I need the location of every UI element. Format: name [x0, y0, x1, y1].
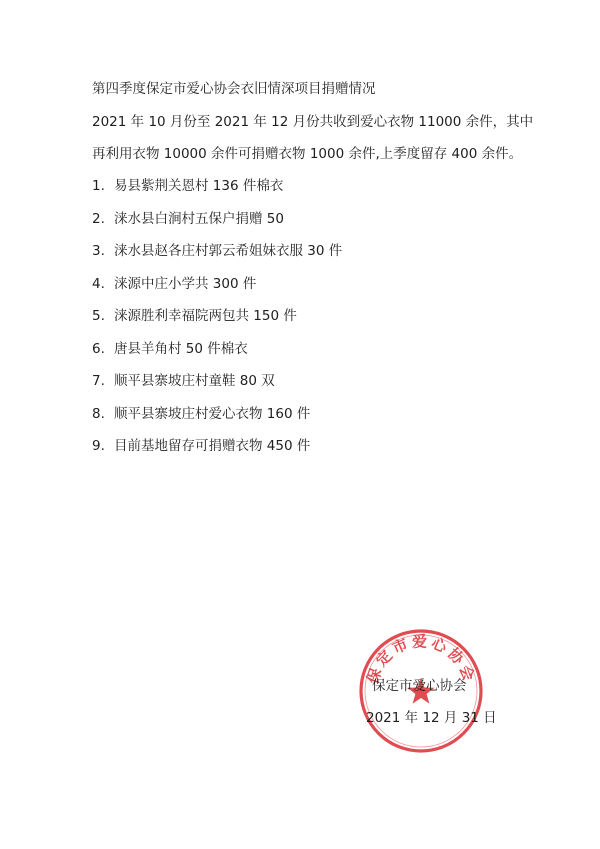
list-item-number: 8. — [92, 405, 105, 422]
list-item — [92, 339, 342, 372]
list-item-number: 5. — [92, 308, 105, 324]
list-item-number: 9. — [92, 438, 105, 454]
list-item-number: 6. — [92, 340, 105, 357]
list-item-text: 涞水县白涧村五保户捐赠 50 — [114, 210, 284, 227]
list-item-text: 涞源胜利幸福院两包共 150 件 — [114, 308, 297, 324]
list-item — [92, 176, 342, 209]
document-title: 第四季度保定市爱心协会衣旧情深项目捐赠情况 — [92, 81, 376, 97]
list-item-number: 2. — [92, 210, 105, 227]
list-item-text: 涞源中庄小学共 300 件 — [114, 275, 257, 292]
list-item-text: 易县紫荆关恩村 136 件棉衣 — [114, 178, 284, 194]
list-item — [92, 371, 342, 404]
list-item — [92, 209, 342, 242]
list-item-number: 4. — [92, 275, 105, 292]
list-item-number: 1. — [92, 178, 105, 194]
list-item-text: 顺平县寨坡庄村童鞋 80 双 — [114, 373, 275, 389]
donation-list — [92, 176, 342, 469]
list-item — [92, 274, 342, 307]
list-item-text: 涞水县赵各庄村郭云希姐妹衣服 30 件 — [114, 243, 343, 259]
list-item — [92, 306, 342, 339]
list-item — [92, 241, 342, 274]
paragraph-line-1: 2021 年 10 月份至 2021 年 12 月份共收到爱心衣物 11000 余件，其中 — [92, 114, 534, 130]
seal-text: 保定市爱心协会 — [363, 632, 479, 686]
list-item-number: 7. — [92, 373, 105, 389]
list-item — [92, 404, 342, 437]
list-item-text: 目前基地留存可捐赠衣物 450 件 — [114, 438, 311, 454]
list-item — [92, 436, 342, 469]
signature-date: 2021 年 12 月 31 日 — [366, 710, 497, 726]
list-item-text: 唐县羊角村 50 件棉衣 — [114, 340, 248, 357]
list-item-number: 3. — [92, 243, 105, 259]
signature-org: 保定市爱心协会 — [372, 678, 467, 694]
paragraph-line-2: 再利用衣物 10000 余件可捐赠衣物 1000 余件,上季度留存 400 余件。 — [92, 146, 523, 162]
list-item-text: 顺平县寨坡庄村爱心衣物 160 件 — [114, 405, 311, 422]
